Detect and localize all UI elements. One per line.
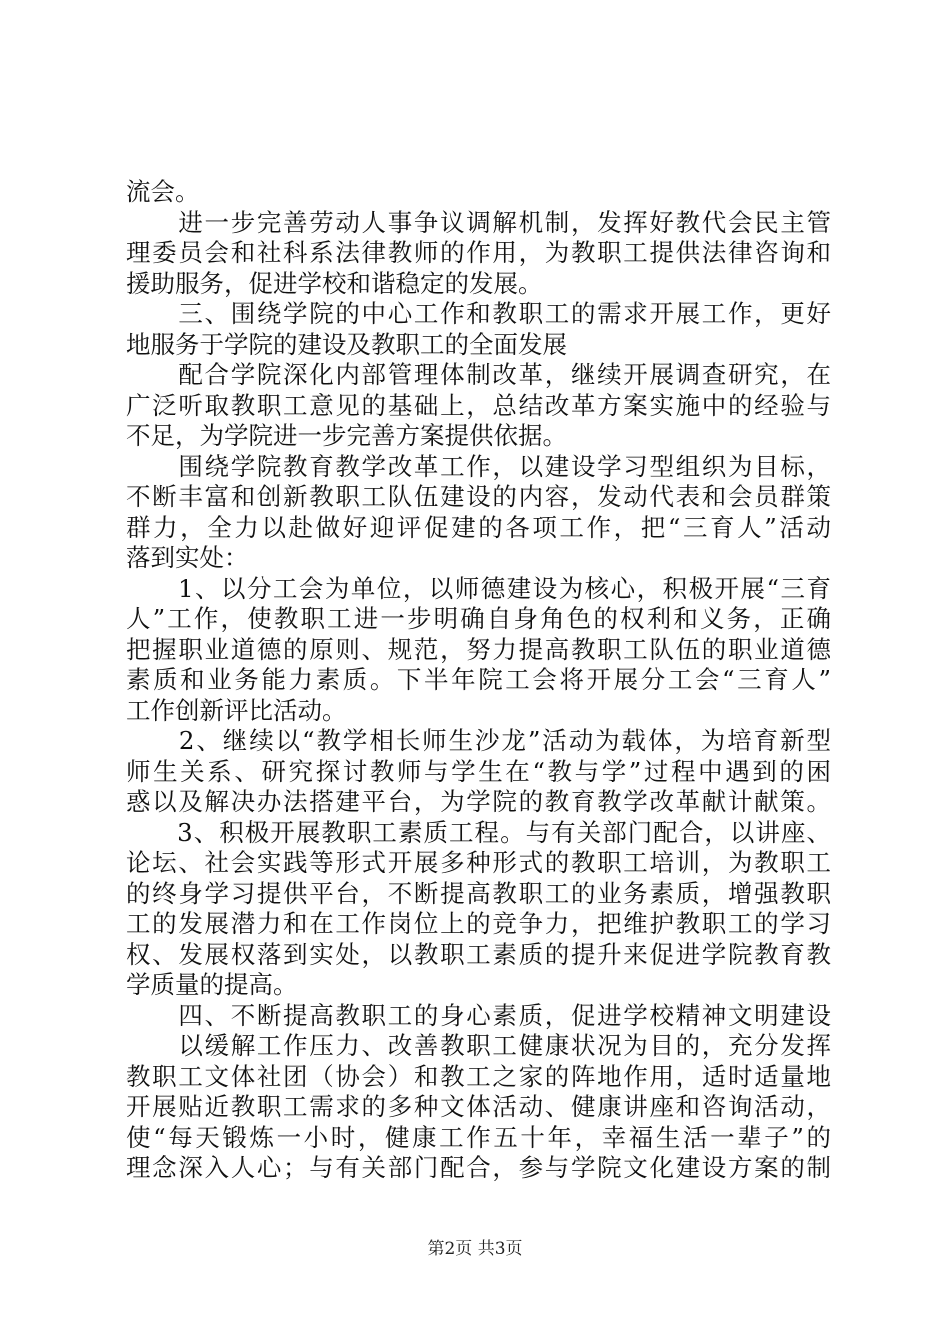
text-line: 流会。: [126, 177, 200, 206]
text-line: 四、不断提高教职工的身心素质，促进学校精神文明建设: [126, 1000, 831, 1030]
text-line: 惑以及解决办法搭建平台，为学院的教育教学改革献计献策。: [126, 787, 831, 816]
text-line: 理念深入人心；与有关部门配合，参与学院文化建设方案的制: [126, 1153, 831, 1182]
text-line: 1、以分工会为单位，以师德建设为核心，积极开展“三育: [126, 573, 831, 603]
text-line: 进一步完善劳动人事争议调解机制，发挥好教代会民主管: [126, 207, 831, 237]
text-line: 学质量的提高。: [126, 970, 298, 999]
text-line: 开展贴近教职工需求的多种文体活动、健康讲座和咨询活动，: [126, 1092, 831, 1121]
text-line: 群力，全力以赴做好迎评促建的各项工作，把“三育人”活动: [126, 512, 831, 542]
text-line: 权、发展权落到实处，以教职工素质的提升来促进学院教育教: [126, 939, 831, 969]
text-line: 以缓解工作压力、改善教职工健康状况为目的，充分发挥: [126, 1031, 831, 1060]
text-line: 工的发展潜力和在工作岗位上的竞争力，把维护教职工的学习: [126, 909, 831, 938]
text-line: 工作创新评比活动。: [126, 695, 347, 725]
text-line: 不足，为学院进一步完善方案提供依据。: [126, 421, 567, 450]
text-line: 不断丰富和创新教职工队伍建设的内容，发动代表和会员群策: [126, 482, 831, 511]
text-line: 素质和业务能力素质。下半年院工会将开展分工会“三育人”: [126, 665, 831, 694]
text-line: 教职工文体社团（协会）和教工之家的阵地作用，适时适量地: [126, 1061, 831, 1091]
text-line: 配合学院深化内部管理体制改革，继续开展调查研究，在: [126, 360, 831, 389]
text-line: 2、继续以“教学相长师生沙龙”活动为载体，为培育新型: [126, 726, 831, 755]
text-line: 援助服务，促进学校和谐稳定的发展。: [126, 268, 543, 298]
text-line: 论坛、社会实践等形式开展多种形式的教职工培训，为教职工: [126, 848, 831, 877]
text-line: 使“每天锻炼一小时，健康工作五十年，幸福生活一辈子”的: [126, 1122, 831, 1152]
text-line: 师生关系、研究探讨教师与学生在“教与学”过程中遇到的困: [126, 756, 831, 786]
page-footer: 第2页 共3页: [427, 1239, 523, 1259]
text-line: 把握职业道德的原则、规范，努力提高教职工队伍的职业道德: [126, 634, 831, 664]
text-line: 围绕学院教育教学改革工作，以建设学习型组织为目标，: [126, 451, 831, 481]
text-line: 落到实处：: [126, 543, 249, 572]
text-line: 人”工作，使教职工进一步明确自身角色的权利和义务，正确: [126, 604, 831, 633]
text-line: 三、围绕学院的中心工作和教职工的需求开展工作，更好: [126, 299, 831, 328]
text-line: 理委员会和社科系法律教师的作用，为教职工提供法律咨询和: [126, 238, 831, 267]
text-line: 的终身学习提供平台，不断提高教职工的业务素质，增强教职: [126, 878, 831, 908]
text-line: 广泛听取教职工意见的基础上，总结改革方案实施中的经验与: [126, 390, 831, 420]
text-line: 地服务于学院的建设及教职工的全面发展: [126, 329, 567, 359]
text-line: 3、积极开展教职工素质工程。与有关部门配合，以讲座、: [126, 817, 831, 847]
